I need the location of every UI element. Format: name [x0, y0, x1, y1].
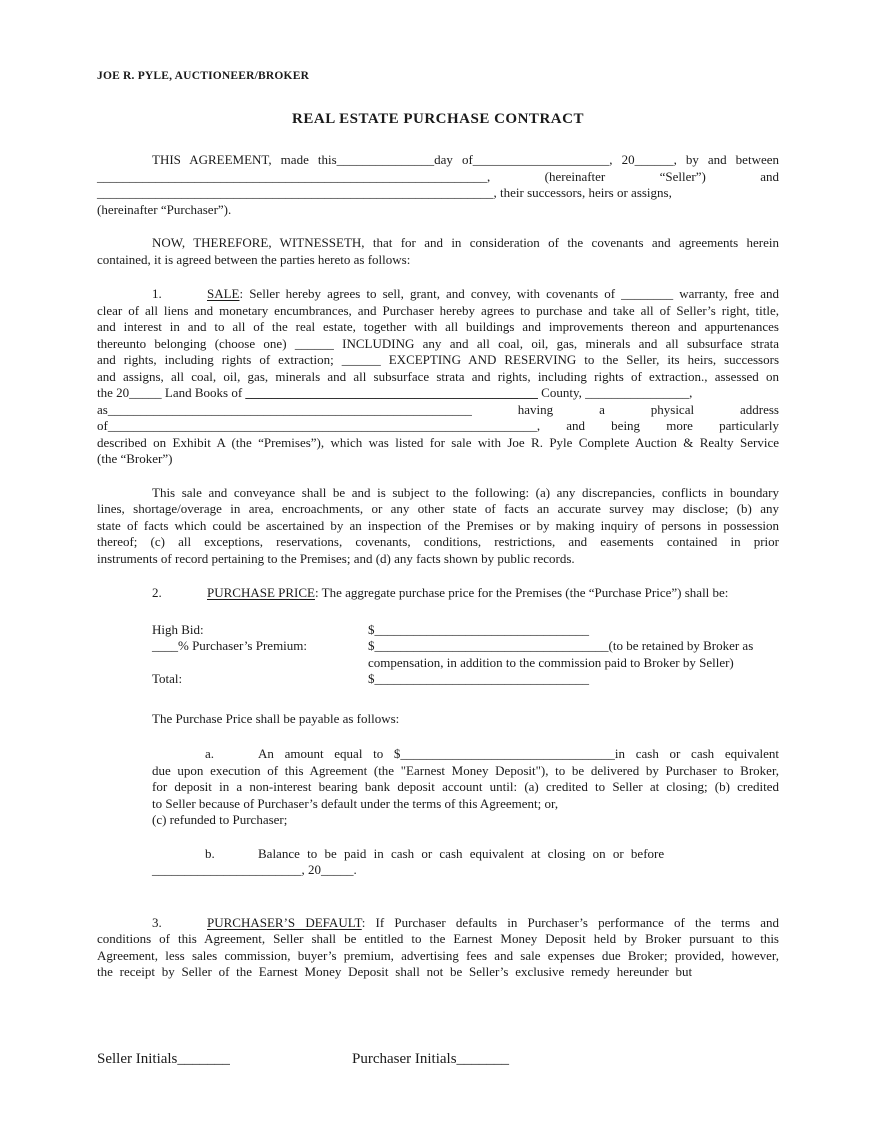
text-line	[97, 518, 779, 535]
underlined-heading: PURCHASER’S DEFAULT	[207, 914, 362, 930]
text-line	[152, 622, 779, 639]
text-line	[152, 711, 779, 728]
text-line	[97, 402, 779, 419]
text-line	[97, 202, 779, 219]
text-run: THIS AGREEMENT, made this_______________day of_____________________, 20______, by and between	[152, 152, 779, 167]
text-line	[97, 1051, 779, 1068]
text-run: as________________________________________________________ having a physical address	[97, 401, 779, 417]
text-line	[97, 336, 779, 353]
text-run: REAL ESTATE PURCHASE CONTRACT	[292, 110, 584, 127]
text-line	[97, 185, 779, 202]
text-run: The Purchase Price shall be payable as follows:	[152, 710, 400, 726]
text-run: : If Purchaser defaults in Purchaser’s performance of the terms and	[361, 914, 779, 930]
text-line	[97, 235, 779, 252]
text-run: _______________________, 20_____.	[152, 862, 357, 877]
text-run: b.	[205, 845, 215, 861]
text-line	[97, 435, 779, 452]
text-line	[97, 111, 779, 128]
section-3-purchasers-default	[97, 915, 779, 981]
text-line	[152, 638, 779, 655]
text-line	[152, 746, 779, 763]
text-line	[97, 931, 779, 948]
text-run: compensation, in addition to the commission paid to Broker by Seller)	[368, 654, 734, 670]
text-line	[152, 862, 779, 879]
text-run: clear of all liens and monetary encumbrances, and Purchaser hereby agrees to purchase and take all of Seller’s right, title,	[97, 302, 779, 318]
text-line	[97, 303, 779, 320]
text-run: Total:	[152, 671, 183, 686]
text-run: of__________________________________________________________________, and being more particularly	[97, 418, 779, 433]
para-subject-to	[97, 485, 779, 568]
section-1-sale	[97, 286, 779, 468]
text-run: ____% Purchaser’s Premium:	[152, 638, 308, 653]
text-line	[97, 286, 779, 303]
text-run: and rights, including rights of extraction; ______ EXCEPTING AND RESERVING to the Seller, its heirs, successors	[97, 352, 779, 367]
text-line	[97, 252, 779, 269]
para-payable	[97, 711, 779, 728]
text-run: and interest in and to all of the real estate, together with all buildings and improvements thereon and appurtenances	[97, 319, 779, 334]
section-2-purchase-price	[97, 585, 779, 602]
text-run: JOE R. PYLE, AUCTIONEER/BROKER	[97, 70, 310, 82]
text-line	[97, 485, 779, 502]
text-run: the receipt by Seller of the Earnest Money Deposit shall not be Seller’s exclusive remedy hereunder but	[97, 964, 693, 979]
text-run: contained, it is agreed between the parties hereto as follows:	[97, 251, 411, 267]
text-run: This sale and conveyance shall be and is subject to the following: (a) any discrepancies, conflicts in boundary	[152, 484, 779, 500]
text-line	[97, 169, 779, 186]
text-run: : Seller hereby agrees to sell, grant, and convey, with covenants of ________ warranty, free and	[239, 286, 779, 301]
text-line	[97, 585, 779, 602]
clause-b-balance	[97, 846, 779, 879]
text-line	[152, 671, 779, 688]
text-run: An amount equal to $_________________________________in cash or cash equivalent	[258, 746, 779, 761]
broker-header	[97, 68, 779, 85]
text-run: thereof; (c) all exceptions, reservations, covenants, conditions, restrictions, and easements contained in prior	[97, 534, 779, 549]
text-run: High Bid:	[152, 621, 204, 637]
text-run: 3.	[152, 914, 162, 930]
text-line	[152, 763, 779, 780]
text-run: _____________________________________________	[245, 385, 538, 400]
text-line	[97, 68, 779, 85]
doc-title	[97, 111, 779, 128]
text-run: (hereinafter “Purchaser”).	[97, 201, 232, 217]
price-table	[97, 622, 779, 688]
text-run: the 20_____ Land Books of	[97, 385, 246, 400]
text-run: conditions of this Agreement, Seller shall be entitled to the Earnest Money Deposit held by Broker pursuant to this	[97, 931, 779, 946]
text-run: thereunto belonging (choose one) ______ INCLUDING any and all coal, oil, gas, minerals and all subsurface strata	[97, 335, 779, 351]
text-line	[97, 385, 779, 402]
text-run: and assigns, all coal, oil, gas, minerals and all subsurface strata and rights, including rights of extraction., assessed on	[97, 368, 779, 384]
text-line	[152, 812, 779, 829]
text-line	[97, 964, 779, 981]
text-run: a.	[205, 746, 215, 761]
text-run: Seller Initials_______	[97, 1050, 230, 1067]
text-line	[97, 551, 779, 568]
text-run: lines, shortage/overage in area, encroachments, or any other state of facts an accurate survey may disclose; (b) any	[97, 501, 779, 516]
text-line	[97, 418, 779, 435]
text-run: County, ________________,	[537, 385, 693, 400]
underlined-heading: PURCHASE PRICE	[207, 585, 315, 600]
text-line	[97, 501, 779, 518]
text-run: due upon execution of this Agreement (the "Earnest Money Deposit"), to be delivered by Purchaser to Broker,	[152, 762, 779, 778]
para-agreement-intro	[97, 152, 779, 218]
text-run: Agreement, less sales commission, buyer’s premium, advertising fees and sale expenses due Broker; provided, however,	[97, 947, 779, 963]
text-line	[152, 779, 779, 796]
text-run: ____________________________________________________________, (hereinafter “Seller”) and	[97, 168, 779, 184]
text-run: _____________________________________________________________, their successors, heirs or assigns,	[97, 185, 672, 200]
text-run: $_________________________________	[368, 621, 589, 637]
text-run: 1.	[152, 286, 162, 301]
text-run: state of facts which could be ascertained by an inspection of the Premises or by making inquiry of persons in possession	[97, 517, 779, 533]
text-line	[152, 796, 779, 813]
text-run: Purchaser Initials_______	[352, 1050, 510, 1067]
text-run: (the “Broker”)	[97, 451, 173, 466]
text-run: to Seller because of Purchaser’s default under the terms of this Agreement; or,	[152, 795, 559, 811]
text-line	[97, 352, 779, 369]
text-line	[97, 948, 779, 965]
text-run: NOW, THEREFORE, WITNESSETH, that for and in consideration of the covenants and agreements herein	[152, 235, 779, 250]
text-run: instruments of record pertaining to the Premises; and (d) any facts shown by public records.	[97, 550, 575, 566]
para-witnesseth	[97, 235, 779, 268]
text-line	[152, 655, 779, 672]
text-run: 2.	[152, 585, 162, 600]
footer-initials	[97, 1051, 779, 1068]
text-run: (c) refunded to Purchaser;	[152, 812, 288, 827]
text-run: for deposit in a non-interest bearing bank deposit account until: (a) credited to Seller at closing; (b) credited	[152, 779, 779, 794]
text-line	[152, 846, 779, 863]
text-run: : The aggregate purchase price for the Premises (the “Purchase Price”) shall be:	[315, 585, 729, 600]
text-run: described on Exhibit A (the “Premises”), which was listed for sale with Joe R. Pyle Complete Auction & Realty Service	[97, 434, 779, 450]
text-line	[97, 451, 779, 468]
text-line	[97, 915, 779, 932]
text-run: $_________________________________	[368, 671, 589, 686]
text-line	[97, 152, 779, 169]
text-line	[97, 319, 779, 336]
text-run: $____________________________________(to be retained by Broker as	[368, 638, 754, 653]
clause-a-earnest-money	[97, 746, 779, 829]
text-line	[97, 534, 779, 551]
text-run: Balance to be paid in cash or cash equivalent at closing on or before	[258, 845, 665, 861]
underlined-heading: SALE	[207, 286, 240, 301]
text-line	[97, 369, 779, 386]
